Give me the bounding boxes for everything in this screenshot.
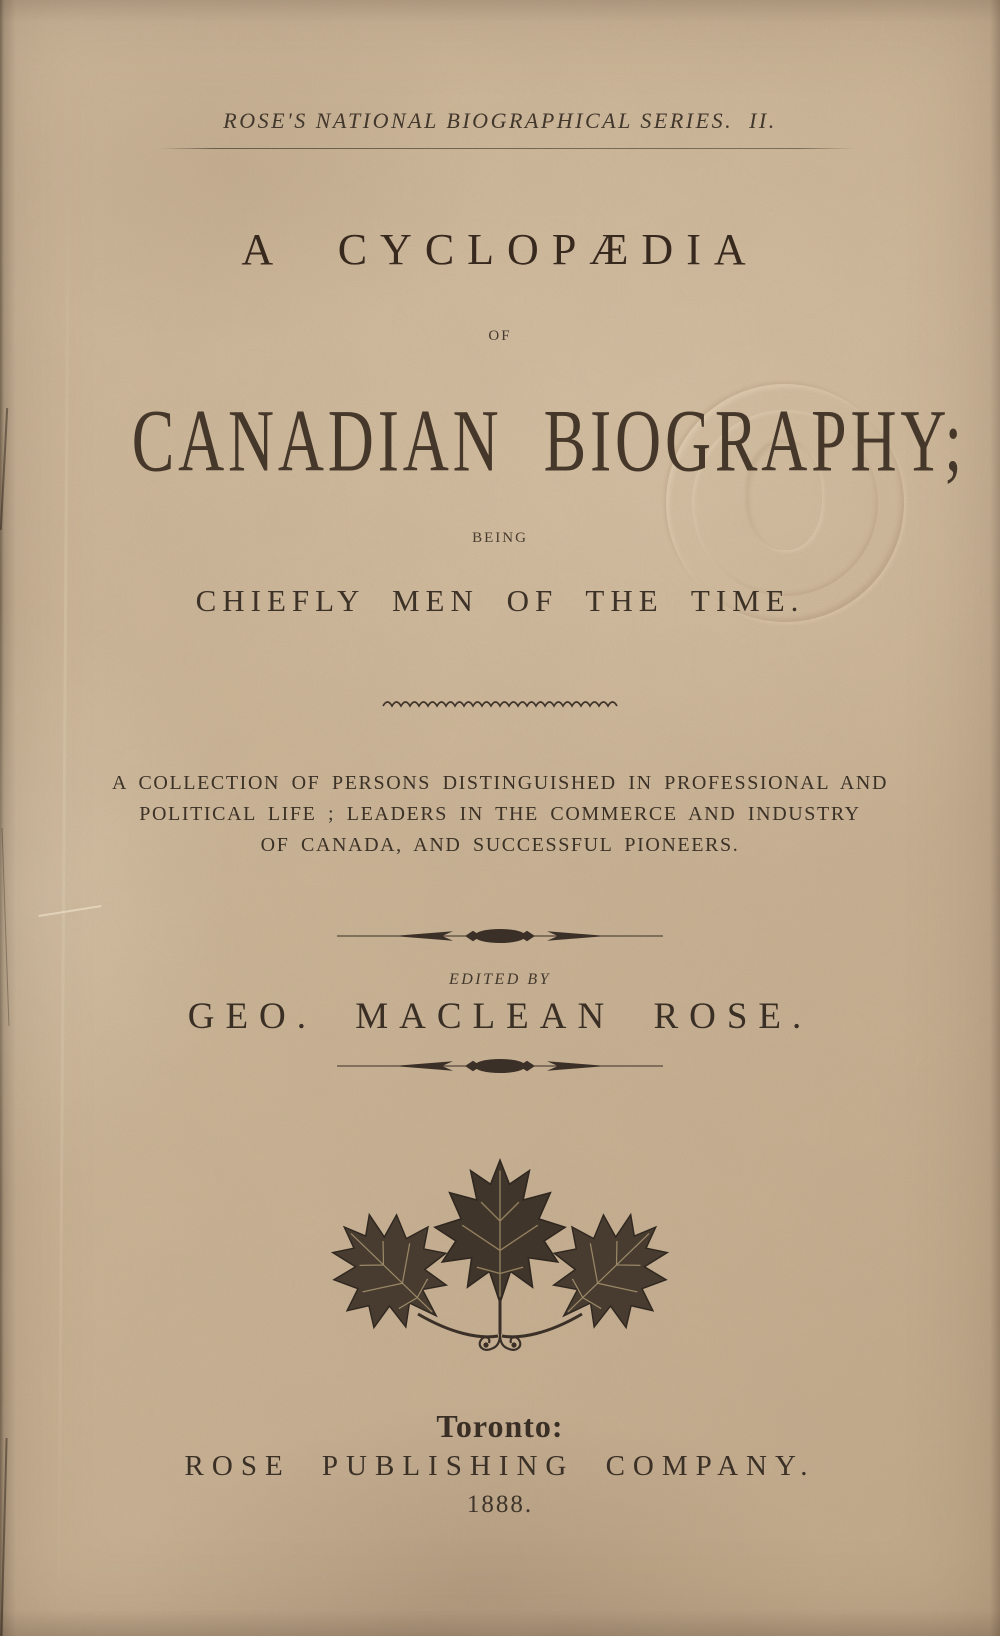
divider-center-oval [474,1059,526,1073]
curl-dot [511,1342,516,1347]
divider-ornament-top [0,928,1000,949]
imprint-year: 1888. [466,1491,534,1518]
maple-leaf-right [523,1185,696,1358]
description-line: POLITICAL LIFE ; LEADERS IN THE COMMERCE AND INDUSTRY [139,803,861,825]
maple-leaves-illustration [0,1128,1000,1365]
wavy-line [383,702,617,706]
book-title-top: A CYCLOPÆDIA [241,225,759,274]
divider-ornament-bottom [0,1058,1000,1079]
book-main-title: CANADIAN BIOGRAPHY; [131,392,966,491]
paper-scratch [38,905,102,917]
curl-dot [483,1342,488,1347]
being-label: BEING [472,530,528,546]
imprint-city: Toronto: [436,1408,564,1444]
edited-by-label: EDITED BY [448,971,552,988]
description-line: A COLLECTION OF PERSONS DISTINGUISHED IN PROFESSIONAL AND [111,772,889,794]
editor-name: GEO. MACLEAN ROSE. [187,996,813,1037]
maple-stems [418,1300,582,1337]
main-title-row [0,390,1000,491]
divider-center-oval [474,929,526,943]
maple-leaf-left [304,1185,477,1358]
series-rule [160,148,855,149]
wavy-rule-ornament [0,697,1000,715]
description [0,768,1000,861]
of-label: OF [488,328,512,344]
series-title: ROSE'S NATIONAL BIOGRAPHICAL SERIES. II. [223,108,777,133]
description-line: OF CANADA, AND SUCCESSFUL PIONEERS. [260,834,740,856]
maple-leaf-center [435,1160,565,1303]
imprint-publisher: ROSE PUBLISHING COMPANY. [184,1450,816,1482]
book-subtitle: CHIEFLY MEN OF THE TIME. [195,583,805,618]
